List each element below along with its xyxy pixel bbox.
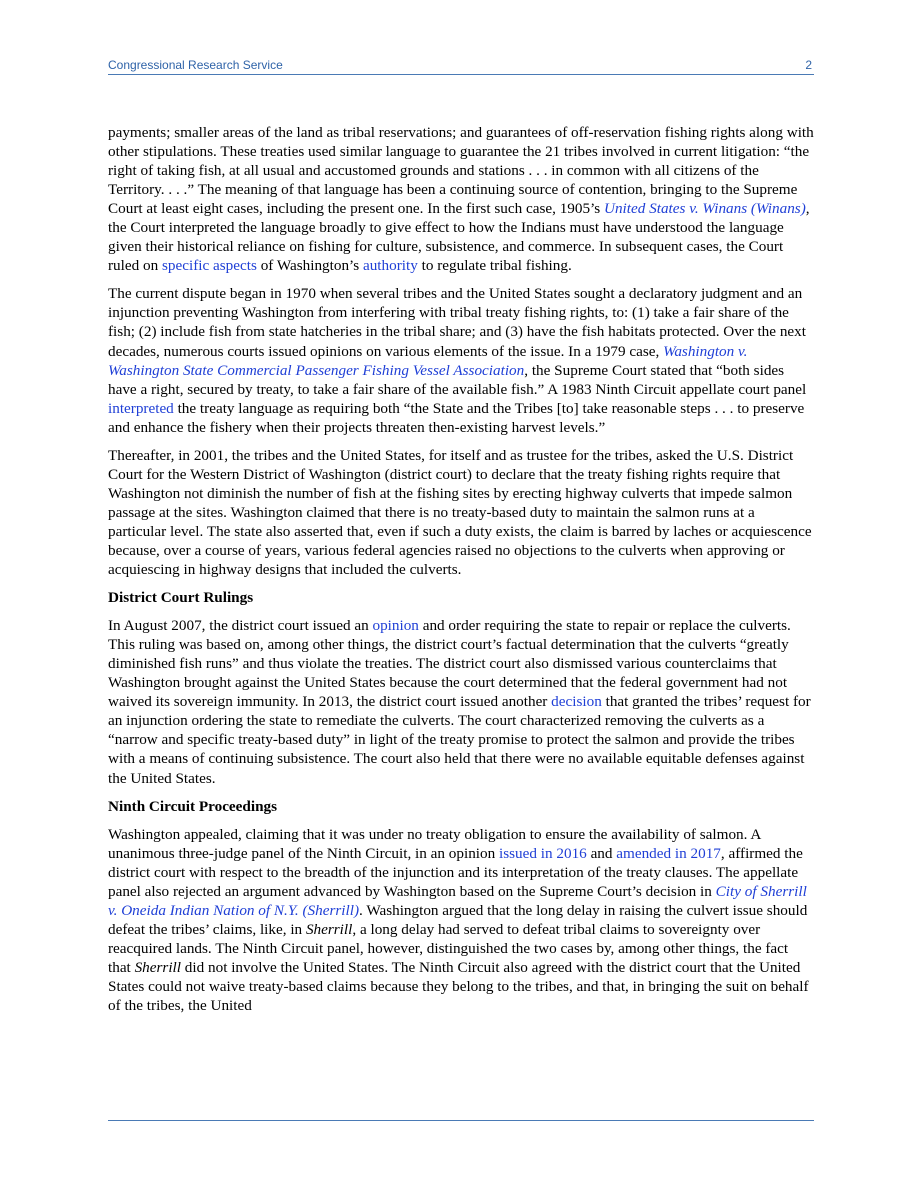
text-run: the treaty language as requiring both “the State and the Tribes [to] take reasonable steps . . . to preserve and enhance the fishery when their projects threaten then-existing harvest levels.” [108,399,805,436]
text-run: . Washington argued that the long delay in raising the culvert issue should defeat the tribes’ claims, like, in [108,901,808,938]
text-run: Thereafter, in 2001, the tribes and the United States, for itself and as trustee for the tribes, asked the U.S. District Court for the Western District of Washington (district court) to declare that the treaty fishing rights require that Washington not diminish the number of fish at the fishing sites by erecting highway culverts that impede salmon passage at the sites. Washington claimed that there is no treaty-based duty to maintain the salmon runs at a particular level. The state also asserted that, even if such a duty exists, the claim is barred by laches or acquiescence because, over a course of years, various federal agencies raised no objections to the culverts when approving or acquiescing in highway designs that included the culverts. [108,446,812,579]
text-run: and order requiring the state to repair or replace the culverts. This ruling was based on, among other things, the district court’s factual determination that the culverts “greatly diminished fish runs” and thus violate the treaties. The district court also dismissed various counterclaims that Washington brought against the United States because the court determined that the federal government had not waived its sovereign immunity. In 2013, the district court issued another [108,617,791,711]
text-run: payments; smaller areas of the land as tribal reservations; and guarantees of off-reservation fishing rights along with other stipulations. These treaties used similar language to guarantee the 21 tribes involved in current litigation: “the right of taking fish, at all usual and accustomed grounds and stations . . . in common with all citizens of the Territory. . . .” The meaning of that language has been a continuing source of contention, bringing to the Supreme Court at least eight cases, including the present one. In the first such case, 1905’s [108,124,814,218]
document-body [108,123,814,1024]
paragraph-district-court [108,616,814,787]
text-run: The current dispute began in 1970 when several tribes and the United States sought a declaratory judgment and an injunction preventing Washington from interfering with tribal treaty fishing rights, to: (1) take a fair share of the fish; (2) include fish from state hatcheries in the tribal share; and (3) have the fish habitats protected. Over the next decades, numerous courts issued opinions on various elements of the issue. In a 1979 case, [108,285,806,360]
case-name-sherrill: Sherrill [305,920,353,938]
text-run: , the Supreme Court stated that “both sides have a right, secured by treaty, to take a fair share of the available fish.” A 1983 Ninth Circuit appellate court panel [108,361,807,398]
paragraph-current-dispute [108,284,814,436]
text-run: , a long delay had served to defeat tribal claims to sovereignty over reacquired lands. The Ninth Circuit panel, however, distinguished the two cases by, among other things, the fact that [108,920,789,976]
text-run: In August 2007, the district court issued an [108,617,373,635]
link-authority[interactable]: authority [362,257,418,275]
text-run: Washington appealed, claiming that it was under no treaty obligation to ensure the availability of salmon. A unanimous three-judge panel of the Ninth Circuit, in an opinion [108,825,761,862]
link-sherrill[interactable]: City of Sherrill v. Oneida Indian Nation of N.Y. (Sherrill) [108,882,807,919]
link-opinion[interactable]: opinion [372,617,419,635]
header-org-name: Congressional Research Service [108,58,283,72]
link-amended-2017[interactable]: amended in 2017 [616,844,721,862]
link-decision[interactable]: decision [551,693,602,711]
paragraph-2001-suit [108,446,814,579]
link-winans[interactable]: United States v. Winans (Winans) [604,200,806,218]
link-issued-2016[interactable]: issued in 2016 [499,844,587,862]
heading-district-court-rulings: District Court Rulings [108,589,254,607]
footer-rule [108,1120,814,1121]
link-passenger-fishing-vessel[interactable]: Washington v. Washington State Commercial Passenger Fishing Vessel Association [108,342,748,379]
text-run: did not involve the United States. The Ninth Circuit also agreed with the district court that the United States could not waive treaty-based claims because they belong to the tribes, and that, in bringing the suit on behalf of the tribes, the United [108,958,809,1015]
page-number: 2 [805,58,812,72]
text-run: that granted the tribes’ request for an injunction ordering the state to remediate the culverts. The court characterized removing the culverts as a “narrow and specific treaty-based duty” in light of the treaty promise to protect the salmon and provide the tribes with a means of continuing subsistence. The court also held that there were no available equitable defenses against the United States. [108,693,811,787]
link-interpreted[interactable]: interpreted [108,399,174,417]
page-header [108,58,814,75]
paragraph-treaties [108,123,814,275]
case-name-sherrill: Sherrill [134,958,181,976]
link-specific-aspects[interactable]: specific aspects [162,257,257,275]
text-run: to regulate tribal fishing. [417,257,572,275]
text-run: and [586,844,617,862]
text-run: of Washington’s [256,257,363,275]
paragraph-ninth-circuit [108,825,814,1015]
text-run: , affirmed the district court with respect to the breadth of the injunction and its interpretation of the treaty clauses. The appellate panel also rejected an argument advanced by Washington based on the Supreme Court’s decision in [108,844,803,900]
text-run: , the Court interpreted the language broadly to give effect to how the Indians must have understood the language given their historical reliance on fishing for culture, subsistence, and commerce. In subsequent cases, the Court ruled on [108,200,810,275]
heading-ninth-circuit-proceedings: Ninth Circuit Proceedings [108,797,278,815]
